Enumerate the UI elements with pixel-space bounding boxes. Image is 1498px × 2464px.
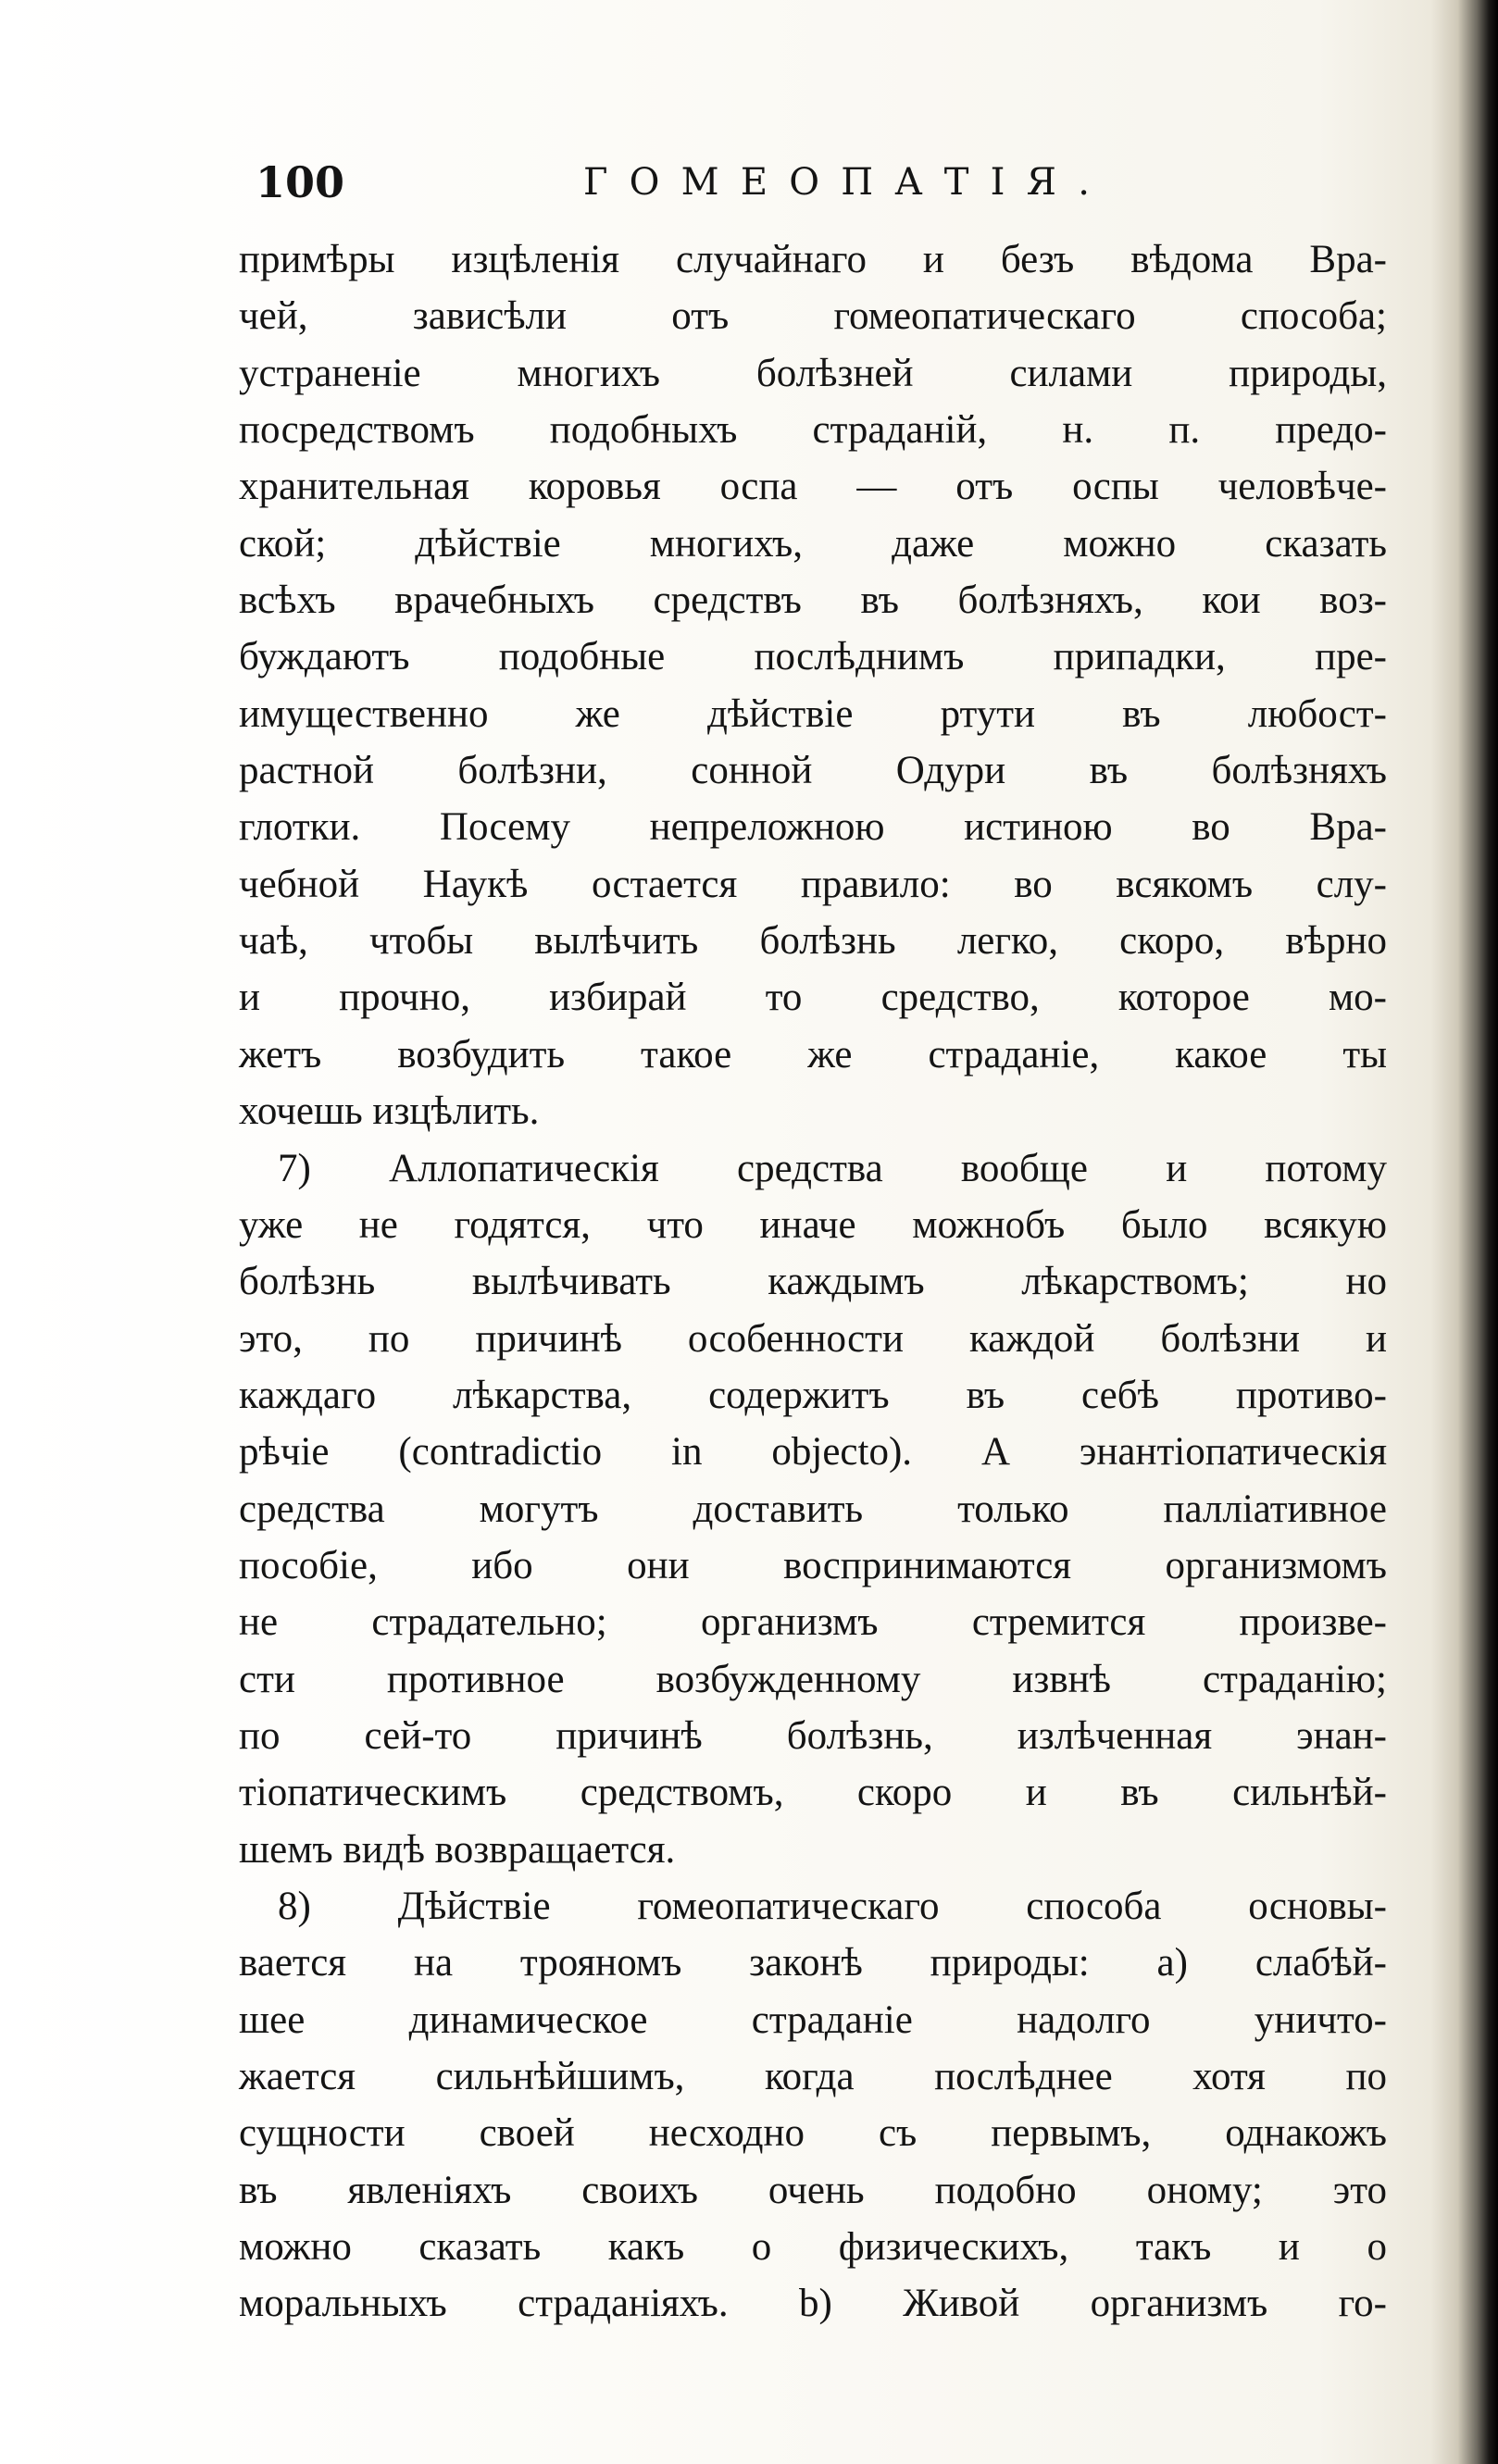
paragraph-8 <box>239 1878 1387 2333</box>
text-line: шемъ видѣ возвращается. <box>239 1827 676 1872</box>
text-line: болѣзнь вылѣчивать каждымъ лѣкарствомъ; но <box>239 1260 1387 1304</box>
text-line: по сей-то причинѣ болѣзнь, излѣченная энан- <box>239 1713 1387 1758</box>
text-line: тіопатическимъ средствомъ, скоро и въ сильнѣй- <box>239 1771 1387 1815</box>
text-line: жетъ возбудить такое же страданіе, какое ты <box>239 1032 1387 1076</box>
text-line: чаѣ, чтобы вылѣчить болѣзнь легко, скоро, вѣрно <box>239 919 1387 964</box>
text-line: примѣры изцѣленія случайнаго и безъ вѣдома Вра- <box>239 238 1387 281</box>
paragraph-7 <box>239 1140 1387 1878</box>
text-line: средства могутъ доставить только палліативное <box>239 1487 1387 1531</box>
text-line: растной болѣзни, сонной Одури въ болѣзняхъ <box>239 749 1387 793</box>
text-line: устраненіе многихъ болѣзней силами природы, <box>239 351 1387 395</box>
text-line: буждаютъ подобные послѣднимъ припадки, пре- <box>239 635 1387 679</box>
text-line: сущности своей несходно съ первымъ, однакожъ <box>239 2111 1387 2156</box>
text-line: чебной Наукѣ остается правило: во всякомъ слу- <box>239 862 1387 906</box>
text-line: пособіе, ибо они воспринимаются организмомъ <box>239 1543 1387 1587</box>
text-line: уже не годятся, что иначе можнобъ было всякую <box>239 1202 1387 1247</box>
text-line: посредствомъ подобныхъ страданій, н. п. предо- <box>239 408 1387 453</box>
text-line: ской; дѣйствіе многихъ, даже можно сказать <box>239 521 1387 566</box>
text-line: въ явленіяхъ своихъ очень подобно оному; это <box>239 2168 1387 2212</box>
running-title: ГОМЕОПАТІЯ. <box>583 161 1112 204</box>
text-line: каждаго лѣкарства, содержитъ въ себѣ противо- <box>239 1373 1387 1417</box>
text-line: чей, зависѣли отъ гомеопатическаго способа; <box>239 294 1387 339</box>
page-number: 100 <box>256 157 345 207</box>
text-line: и прочно, избирай то средство, которое мо- <box>239 976 1387 1020</box>
text-line: 7) Аллопатическія средства вообще и потому <box>278 1146 1387 1190</box>
text-line: глотки. Посему непреложною истиною во Вра- <box>239 805 1387 850</box>
text-body <box>239 231 1387 2333</box>
text-line: вается на трояномъ законѣ природы: а) слабѣй- <box>239 1941 1387 1985</box>
text-line: 8) Дѣйствіе гомеопатическаго способа основы- <box>278 1884 1387 1928</box>
text-line: всѣхъ врачебныхъ средствъ въ болѣзняхъ, кои воз- <box>239 579 1387 623</box>
text-line: не страдательно; организмъ стремится произве- <box>239 1600 1387 1645</box>
text-line: жается сильнѣйшимъ, когда послѣднее хотя по <box>239 2055 1387 2098</box>
text-line: можно сказать какъ о физическихъ, такъ и о <box>239 2225 1387 2270</box>
page-header <box>250 150 1393 215</box>
text-line: хранительная коровья оспа — отъ оспы человѣче- <box>239 465 1387 509</box>
text-line: шее динамическое страданіе надолго уничто- <box>239 1997 1387 2042</box>
text-line: имущественно же дѣйствіе ртути въ любост- <box>239 691 1387 736</box>
text-line: хочешь изцѣлить. <box>239 1089 540 1134</box>
text-line: рѣчіе (contradictio in objecto). А энантіопатическія <box>239 1430 1387 1475</box>
text-line: это, по причинѣ особенности каждой болѣзни и <box>239 1316 1387 1361</box>
text-line: сти противное возбужденному извнѣ страданію; <box>239 1657 1387 1701</box>
paragraph-continued <box>239 231 1387 1140</box>
text-line: моральныхъ страданіяхъ. b) Живой организмъ го- <box>239 2282 1387 2326</box>
